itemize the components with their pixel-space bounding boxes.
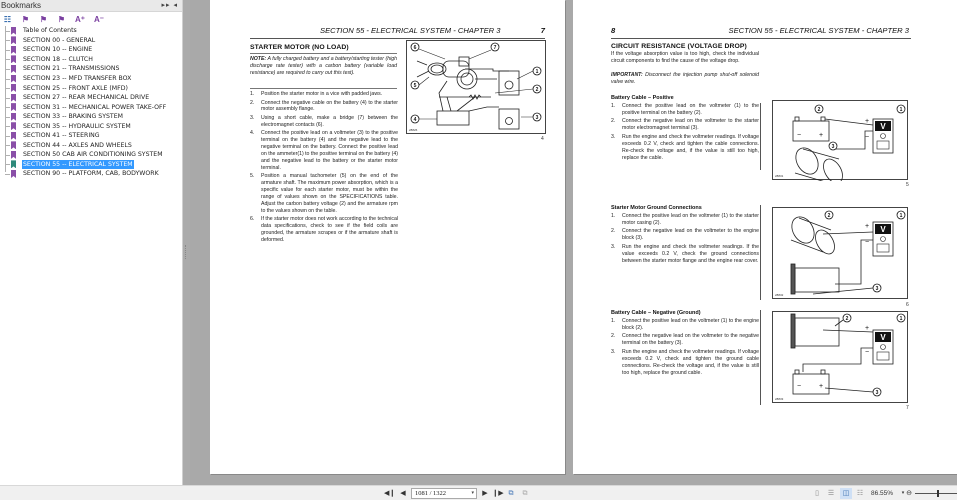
bookmark-ribbon-icon xyxy=(11,151,16,159)
step-item: 3. Run the engine and check the voltmeter readings. If the value exceeds 0.2 V, check the ground connections between the starter motor flange and the engine rear cover. xyxy=(611,243,759,264)
section-title: CIRCUIT RESISTANCE (VOLTAGE DROP) xyxy=(611,43,747,50)
page-right xyxy=(573,0,957,474)
subsection-title: Battery Cable – Negative (Ground) xyxy=(611,310,701,316)
bookmark-item[interactable]: SECTION 21 -- TRANSMISSIONS xyxy=(4,64,182,74)
battery-positive-diagram xyxy=(773,101,909,181)
step-item: 2. Connect the negative lead on the voltmeter to the negative terminal on the battery (3). xyxy=(611,333,759,347)
bookmark-item[interactable]: SECTION 90 -- PLATFORM, CAB, BODYWORK xyxy=(4,169,182,179)
bookmark-item[interactable]: SECTION 33 -- BRAKING SYSTEM xyxy=(4,112,182,122)
figure-battery-cable-positive xyxy=(772,100,908,180)
step-item: 1. Connect the positive lead on the voltmeter (1) to the engine block (2). xyxy=(611,318,759,331)
figure-code: 28833 xyxy=(775,397,784,401)
bookmark-ribbon-icon xyxy=(11,46,16,54)
continuous-facing-view-icon[interactable]: ☷ xyxy=(856,490,864,497)
bookmarks-panel-header xyxy=(0,0,182,12)
bookmark-item[interactable]: SECTION 50 CAB AIR CONDITIONING SYSTEM xyxy=(4,150,182,160)
svg-text:+: + xyxy=(819,132,824,139)
svg-text:3: 3 xyxy=(875,390,879,396)
bookmark-go-icon[interactable]: ⚑ xyxy=(57,14,66,24)
svg-text:+: + xyxy=(819,383,824,390)
step-item: 2. Connect the negative lead on the voltmeter to the starter motor electromagnet terminal (3). xyxy=(611,118,759,132)
figure-code: 28832 xyxy=(775,293,784,297)
bookmark-ribbon-icon xyxy=(11,170,16,178)
step-item: 2. Connect the negative lead on the voltmeter to the engine block (3). xyxy=(611,228,759,242)
page-header: SECTION 55 - ELECTRICAL SYSTEM - CHAPTER 3 7 xyxy=(250,26,545,39)
zoom-out-button[interactable]: ⊖ xyxy=(906,490,912,497)
panel-splitter[interactable] xyxy=(183,0,190,485)
figure-number: 5 xyxy=(906,182,909,188)
bookmark-settings-icon[interactable]: ⚑ xyxy=(39,14,48,24)
panel-expand-icon[interactable]: ▸▸ xyxy=(161,2,171,9)
svg-text:1: 1 xyxy=(899,213,903,219)
navigation-bar xyxy=(0,485,957,500)
divider xyxy=(250,88,397,89)
figure-battery-cable-negative xyxy=(772,311,908,403)
bookmark-ribbon-icon xyxy=(11,84,16,92)
bookmark-ribbon-icon xyxy=(11,103,16,111)
page-left xyxy=(210,0,565,474)
bookmark-item[interactable]: SECTION 44 -- AXLES AND WHEELS xyxy=(4,141,182,151)
svg-text:+: + xyxy=(865,325,870,332)
bookmark-ribbon-icon xyxy=(11,141,16,149)
intro-paragraph: If the voltage absorption value is too high, check the individual circuit components to find the cause of the voltage drop. xyxy=(611,51,759,64)
splitter-grip[interactable] xyxy=(185,245,187,259)
svg-text:−: − xyxy=(865,239,870,246)
figure-starter-ground xyxy=(772,207,908,299)
bookmarks-panel xyxy=(0,0,183,485)
decrease-font-icon[interactable]: A⁻ xyxy=(94,14,104,24)
step-item: 3. Run the engine and check the voltmeter readings. If voltage exceeds 0.2 V, check and tighten the ground cable connections. Re-check the voltage and, if the value is still too high, replace the ground cable. xyxy=(611,348,759,376)
facing-view-icon[interactable]: ◫ xyxy=(840,488,852,499)
bookmark-item[interactable]: SECTION 27 -- REAR MECHANICAL DRIVE xyxy=(4,93,182,103)
page-number: 8 xyxy=(611,26,616,35)
bookmark-options-icon[interactable]: ☷ xyxy=(3,14,12,24)
svg-text:2: 2 xyxy=(845,316,849,322)
page-header: 8 SECTION 55 - ELECTRICAL SYSTEM - CHAPTER 3 xyxy=(611,26,911,39)
svg-text:−: − xyxy=(865,134,870,141)
last-page-button[interactable]: ❙▶ xyxy=(492,490,504,497)
bookmark-ribbon-icon xyxy=(11,27,16,35)
battery-negative-diagram xyxy=(773,312,909,404)
page-number-input[interactable]: 1081 / 1322 ▾ xyxy=(411,488,477,499)
svg-text:4: 4 xyxy=(413,117,417,123)
bookmark-item[interactable]: SECTION 31 -- MECHANICAL POWER TAKE-OFF xyxy=(4,102,182,112)
add-bookmark-icon[interactable]: ⚑ xyxy=(21,14,30,24)
bookmark-ribbon-icon xyxy=(11,122,16,130)
svg-text:+: + xyxy=(865,223,870,230)
bookmark-ribbon-icon xyxy=(11,75,16,83)
chevron-down-icon[interactable]: ▾ xyxy=(471,491,474,496)
first-page-button[interactable]: ◀❙ xyxy=(384,490,396,497)
svg-text:−: − xyxy=(797,383,802,390)
figure-number: 6 xyxy=(906,302,909,308)
bookmark-item[interactable]: SECTION 00 - GENERAL xyxy=(4,36,182,46)
svg-text:2: 2 xyxy=(817,107,821,113)
svg-text:−: − xyxy=(865,349,870,356)
step-item: 6. If the starter motor does not work according to the technical data specifications, check to see if the field coils are grounded, the armature scrapes or if the armature shaft is deformed. xyxy=(250,216,398,244)
svg-text:+: + xyxy=(865,118,870,125)
figure-starter-motor-test xyxy=(406,40,546,134)
step-item: 3. Using a short cable, make a bridge (7) between the electromagnet contacts (6). xyxy=(250,114,398,128)
step-item: 1. Position the starter motor in a vice with padded jaws. xyxy=(250,91,383,97)
svg-text:1: 1 xyxy=(899,107,903,113)
bookmark-item[interactable]: SECTION 41 -- STEERING xyxy=(4,131,182,141)
page-number: 7 xyxy=(540,26,545,35)
continuous-view-icon[interactable]: ☰ xyxy=(827,490,835,497)
bookmark-ribbon-icon xyxy=(11,65,16,73)
bookmark-item[interactable]: SECTION 35 -- HYDRAULIC SYSTEM xyxy=(4,121,182,131)
step-list xyxy=(611,213,759,266)
figure-number: 4 xyxy=(541,136,544,142)
panel-collapse-icon[interactable]: ◂ xyxy=(173,2,178,9)
bookmark-item[interactable]: Table of Contents xyxy=(4,26,182,36)
step-item: 3. Run the engine and check the voltmeter readings. If voltage exceeds 0.2 V, check and tighten the cable connections. Re-check the voltage and, if the value is still too high, replace the cable. xyxy=(611,133,759,161)
bookmarks-toolbar xyxy=(0,12,182,26)
svg-text:7: 7 xyxy=(493,45,497,51)
bookmark-ribbon-icon xyxy=(11,36,16,44)
step-item: 1. Connect the positive lead on the voltmeter (1) to the starter motor casing (2). xyxy=(611,213,759,226)
step-item: 5. Position a manual tachometer (5) on the end of the armature shaft. The maximum power absorption, which is a specific value for each starter motor, must be within the range of values shown on the SPECIFICATIONS table. Adjust the carbon battery voltage (2) and the armature rpm to the values shown on the table. xyxy=(250,173,398,214)
step-list xyxy=(611,318,759,378)
previous-view-icon[interactable]: ⧉ xyxy=(508,490,514,497)
svg-text:5: 5 xyxy=(413,83,417,89)
divider xyxy=(250,53,397,54)
svg-text:V: V xyxy=(880,225,886,234)
zoom-slider[interactable] xyxy=(915,493,957,494)
single-page-view-icon[interactable]: ▯ xyxy=(815,490,819,497)
bookmark-item[interactable]: SECTION 25 -- FRONT AXLE (MFD) xyxy=(4,83,182,93)
svg-text:1: 1 xyxy=(899,316,903,322)
bookmark-item[interactable]: SECTION 23 -- MFD TRANSFER BOX xyxy=(4,74,182,84)
bookmark-tree xyxy=(0,26,182,179)
bookmark-item-selected[interactable]: SECTION 55 -- ELECTRICAL SYSTEM xyxy=(4,160,182,170)
figure-code: 28831 xyxy=(775,174,784,178)
step-list xyxy=(250,91,398,246)
zoom-slider-thumb[interactable] xyxy=(937,490,939,497)
zoom-dropdown-icon[interactable]: ▾ xyxy=(901,490,905,496)
step-item: 2. Connect the negative cable on the battery (4) to the starter motor assembly flange. xyxy=(250,99,398,113)
svg-text:−: − xyxy=(797,132,802,139)
bookmarks-title: Bookmarks xyxy=(1,1,42,10)
figure-code: 28826 xyxy=(409,128,418,132)
section-title: STARTER MOTOR (NO LOAD) xyxy=(250,44,349,51)
document-viewer[interactable] xyxy=(190,0,957,485)
bookmark-item[interactable]: SECTION 18 -- CLUTCH xyxy=(4,55,182,65)
starter-motor-wiring-diagram xyxy=(407,41,547,135)
step-item: 4. Connect the positive lead on a voltmeter (3) to the positive terminal on the battery (4) and the negative lead to the negative terminal on the battery. Connect the positive lead on the ammeter(1) to the positive terminal on the battery (4) and the negative lead to the battery or the starter motor terminal. xyxy=(250,130,398,171)
svg-text:6: 6 xyxy=(413,45,417,51)
bookmark-ribbon-icon xyxy=(11,55,16,63)
svg-text:3: 3 xyxy=(535,115,539,121)
step-list xyxy=(611,103,759,163)
column-rule xyxy=(760,310,761,405)
figure-number: 7 xyxy=(906,405,909,411)
svg-text:V: V xyxy=(880,122,886,131)
svg-text:2: 2 xyxy=(827,213,831,219)
prev-page-button[interactable]: ◀ xyxy=(400,490,406,497)
next-page-button[interactable]: ▶ xyxy=(482,490,488,497)
svg-text:1: 1 xyxy=(535,69,539,75)
svg-text:2: 2 xyxy=(535,87,539,93)
bookmark-item[interactable]: SECTION 10 -- ENGINE xyxy=(4,45,182,55)
next-view-icon[interactable]: ⧉ xyxy=(522,490,528,497)
bookmark-ribbon-icon xyxy=(11,113,16,121)
column-rule xyxy=(760,103,761,170)
bookmark-ribbon-icon xyxy=(11,160,16,168)
bookmark-ribbon-icon xyxy=(11,94,16,102)
zoom-level[interactable]: 86.55% xyxy=(871,490,894,497)
svg-text:3: 3 xyxy=(875,286,879,292)
svg-text:V: V xyxy=(880,333,886,342)
subsection-title: Battery Cable – Positive xyxy=(611,95,674,101)
bookmark-ribbon-icon xyxy=(11,132,16,140)
important-note: IMPORTANT: Disconnect the injection pump shut-off solenoid valve wire. xyxy=(611,72,759,85)
starter-ground-diagram xyxy=(773,208,909,300)
increase-font-icon[interactable]: A⁺ xyxy=(75,14,85,24)
svg-text:3: 3 xyxy=(831,144,835,150)
step-item: 1. Connect the positive lead on the voltmeter (1) to the positive terminal on the battery (2). xyxy=(611,103,759,116)
note-paragraph: NOTE: A fully charged battery and a battery/starting tester (high discharge rate tester) with a carbon battery (variable load resistance) are required to carry out this test). xyxy=(250,56,397,76)
subsection-title: Starter Motor Ground Connections xyxy=(611,205,702,211)
column-rule xyxy=(760,205,761,300)
